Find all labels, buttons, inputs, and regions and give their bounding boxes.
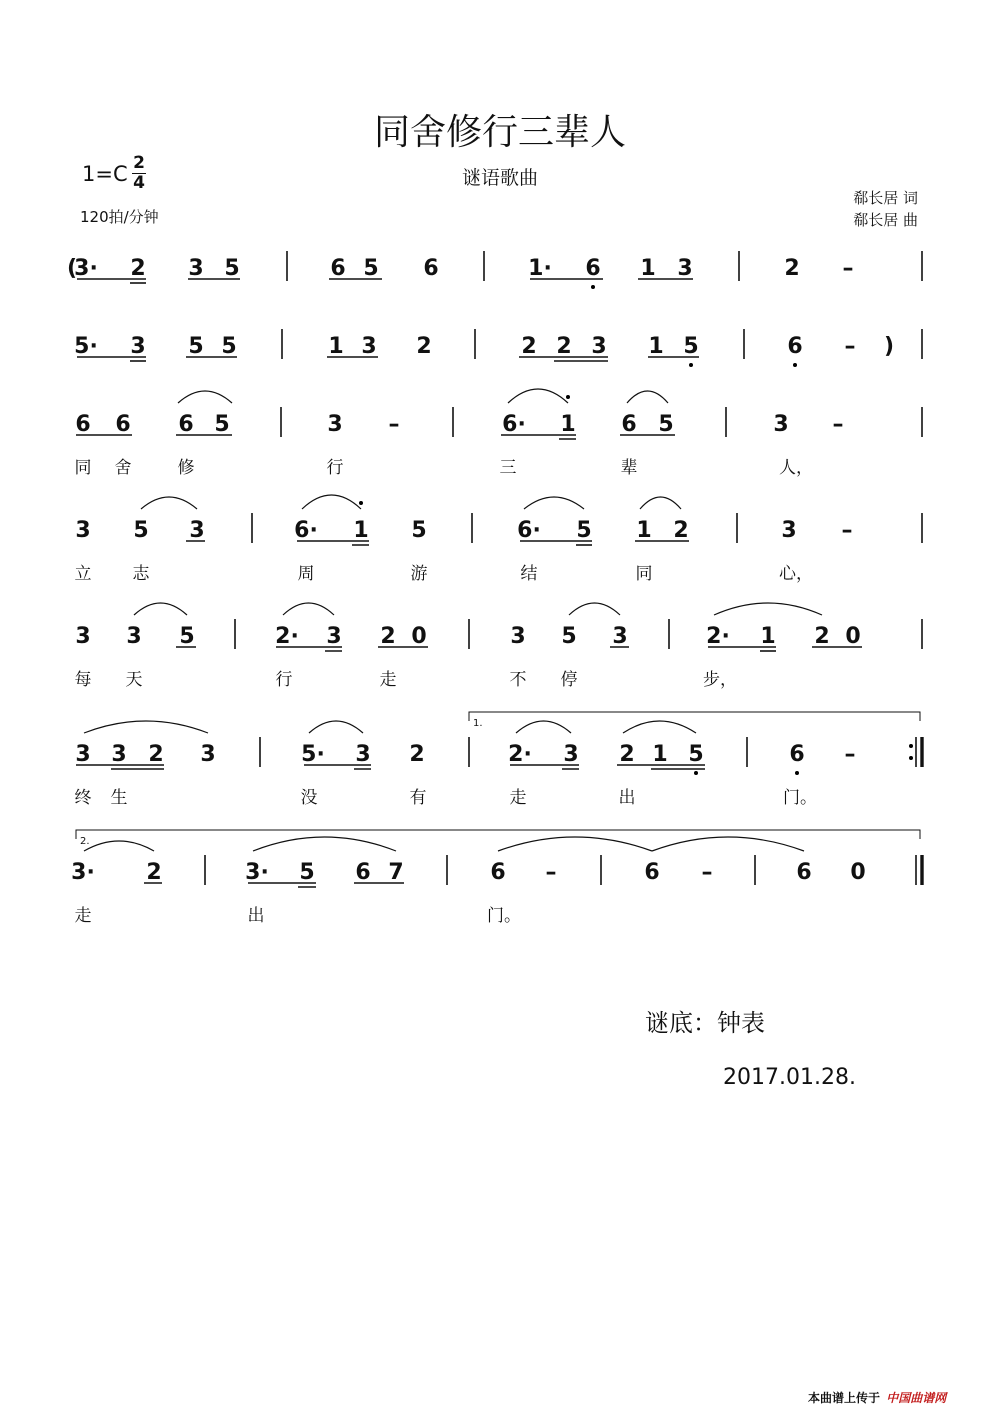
lyric: 结 — [520, 564, 538, 584]
note: 3 — [355, 742, 371, 767]
lyric: 出 — [247, 906, 265, 926]
slur — [84, 721, 208, 733]
note: 3 — [111, 742, 127, 767]
note: 2 — [409, 742, 425, 767]
note: 3 — [591, 334, 607, 359]
note: 2 — [673, 518, 689, 543]
note: 2· — [706, 624, 730, 649]
subtitle: 谜语歌曲 — [461, 167, 538, 189]
note: 1 — [648, 334, 664, 359]
note: 6 — [423, 256, 439, 281]
note: 3 — [130, 334, 146, 359]
octave-dot — [359, 501, 363, 505]
note: 6 — [115, 412, 131, 437]
lyric: 没 — [300, 788, 318, 808]
slur — [498, 837, 652, 851]
slur — [178, 391, 232, 403]
lyric: 立 — [74, 564, 92, 584]
note: – — [832, 412, 844, 437]
repeat-dot — [909, 744, 913, 748]
note: 2 — [619, 742, 635, 767]
note: 2 — [380, 624, 396, 649]
note: 0 — [845, 624, 861, 649]
note: 3 — [612, 624, 628, 649]
note: 5 — [576, 518, 592, 543]
note: 2 — [784, 256, 800, 281]
note: 3 — [563, 742, 579, 767]
note: 6 — [585, 256, 601, 281]
note: 1 — [636, 518, 652, 543]
note: 2· — [275, 624, 299, 649]
repeat-dot — [909, 756, 913, 760]
lyric: 门。 — [783, 788, 817, 808]
note: 2· — [508, 742, 532, 767]
note: 5 — [179, 624, 195, 649]
note: – — [701, 860, 713, 885]
note: 3 — [326, 624, 342, 649]
note: 6 — [75, 412, 91, 437]
note: 6 — [789, 742, 805, 767]
note: ) — [883, 334, 895, 359]
date: 2017.01.28. — [723, 1065, 856, 1090]
note: 5 — [683, 334, 699, 359]
note: 3 — [75, 742, 91, 767]
lyric: 辈 — [620, 458, 638, 478]
note: 3 — [781, 518, 797, 543]
lyric: 游 — [410, 564, 428, 584]
slur — [627, 391, 668, 403]
lyric: 人， — [779, 458, 813, 478]
volta-1-bracket — [469, 712, 920, 721]
lyric: 终 — [74, 788, 92, 808]
note: 6· — [294, 518, 318, 543]
slur — [309, 721, 363, 733]
note: 2 — [556, 334, 572, 359]
note: 2 — [521, 334, 537, 359]
lyric: 每 — [74, 670, 92, 690]
note: 5 — [221, 334, 237, 359]
note: 5· — [301, 742, 325, 767]
slur — [302, 495, 361, 509]
note: 0 — [411, 624, 427, 649]
note: 6 — [178, 412, 194, 437]
slur — [84, 841, 154, 851]
note: 1 — [640, 256, 656, 281]
slur — [524, 497, 584, 509]
slur — [141, 497, 197, 509]
footer-text: 本曲谱上传于 — [808, 1391, 881, 1405]
note: 1 — [560, 412, 576, 437]
note: 6 — [330, 256, 346, 281]
time-signature-top: 2 — [133, 153, 145, 173]
note: 3 — [510, 624, 526, 649]
note: 3 — [75, 624, 91, 649]
slur — [714, 603, 822, 615]
note: 1· — [528, 256, 552, 281]
lyric: 有 — [409, 788, 427, 808]
site-logo: 中国曲谱网 — [886, 1391, 947, 1405]
lyric: 志 — [132, 564, 150, 584]
octave-dot — [793, 363, 797, 367]
slur — [134, 603, 187, 615]
note: 2 — [148, 742, 164, 767]
note: 1 — [328, 334, 344, 359]
note: 6 — [490, 860, 506, 885]
lyric: 心， — [779, 564, 813, 584]
lyric: 天 — [125, 670, 143, 690]
slur — [283, 603, 334, 615]
note: 3 — [677, 256, 693, 281]
lyric: 周 — [297, 564, 315, 584]
lyric: 生 — [110, 788, 128, 808]
slur — [640, 497, 681, 509]
note: 5 — [561, 624, 577, 649]
note: 0 — [850, 860, 866, 885]
slur — [253, 837, 396, 851]
lyric: 同 — [74, 458, 92, 478]
key-signature: 1=C — [82, 162, 128, 186]
note: 6 — [787, 334, 803, 359]
octave-dot — [689, 363, 693, 367]
note: 3· — [71, 860, 95, 885]
lyric: 三 — [499, 458, 517, 478]
note: 6 — [796, 860, 812, 885]
note: 6· — [517, 518, 541, 543]
volta-1-label: 1. — [473, 718, 483, 729]
note: 5 — [688, 742, 704, 767]
note: – — [388, 412, 400, 437]
note: 3 — [189, 518, 205, 543]
lyric: 行 — [275, 670, 293, 690]
note: 3 — [773, 412, 789, 437]
note: 6 — [621, 412, 637, 437]
footer — [808, 1389, 946, 1406]
note: – — [545, 860, 557, 885]
note: 2 — [814, 624, 830, 649]
note: 1 — [760, 624, 776, 649]
note: 5 — [411, 518, 427, 543]
octave-dot — [795, 771, 799, 775]
note: 5 — [214, 412, 230, 437]
lyric: 走 — [74, 906, 92, 926]
lyric: 舍 — [114, 458, 132, 478]
octave-dot — [591, 285, 595, 289]
note: 3 — [200, 742, 216, 767]
note: – — [844, 742, 856, 767]
note: 6 — [355, 860, 371, 885]
tempo-marking: 120拍/分钟 — [80, 208, 159, 226]
note: 3 — [188, 256, 204, 281]
note: – — [842, 256, 854, 281]
note: 1 — [353, 518, 369, 543]
note: 2 — [416, 334, 432, 359]
note: 3 — [75, 518, 91, 543]
note: 6 — [644, 860, 660, 885]
lyric: 修 — [177, 458, 195, 478]
note: 3 — [327, 412, 343, 437]
note: 5 — [224, 256, 240, 281]
slur — [623, 721, 696, 733]
lyricist-credit: 郗长居 词 — [853, 189, 918, 207]
lyric: 走 — [379, 670, 397, 690]
note: 5 — [658, 412, 674, 437]
note: 5· — [74, 334, 98, 359]
volta-2-bracket — [76, 830, 920, 839]
note: 3· — [245, 860, 269, 885]
volta-2-label: 2. — [80, 836, 90, 847]
time-signature-bottom: 4 — [133, 173, 145, 193]
note: 1 — [652, 742, 668, 767]
lyric: 行 — [326, 458, 344, 478]
lyric: 走 — [509, 788, 527, 808]
note: 3· — [74, 256, 98, 281]
note: 5 — [299, 860, 315, 885]
lyric: 门。 — [487, 906, 521, 926]
lyric: 出 — [618, 788, 636, 808]
note: 3 — [361, 334, 377, 359]
note: 2 — [130, 256, 146, 281]
lyric: 停 — [560, 670, 578, 690]
note: 6· — [502, 412, 526, 437]
page-title: 同舍修行三辈人 — [373, 112, 626, 153]
slur — [508, 389, 568, 403]
slur — [569, 603, 620, 615]
note: ( — [66, 256, 78, 281]
note: – — [844, 334, 856, 359]
lyric: 步， — [703, 670, 737, 690]
note: 3 — [126, 624, 142, 649]
lyric: 不 — [509, 670, 527, 690]
slur — [652, 837, 804, 851]
note: 5 — [133, 518, 149, 543]
composer-credit: 郗长居 曲 — [853, 211, 918, 229]
riddle-answer: 谜底：钟表 — [645, 1009, 765, 1037]
note: 5 — [363, 256, 379, 281]
note: 7 — [388, 860, 404, 885]
note: – — [841, 518, 853, 543]
lyric: 同 — [635, 564, 653, 584]
slur — [516, 721, 571, 733]
note: 2 — [146, 860, 162, 885]
note: 5 — [188, 334, 204, 359]
octave-dot — [566, 395, 570, 399]
octave-dot — [694, 771, 698, 775]
